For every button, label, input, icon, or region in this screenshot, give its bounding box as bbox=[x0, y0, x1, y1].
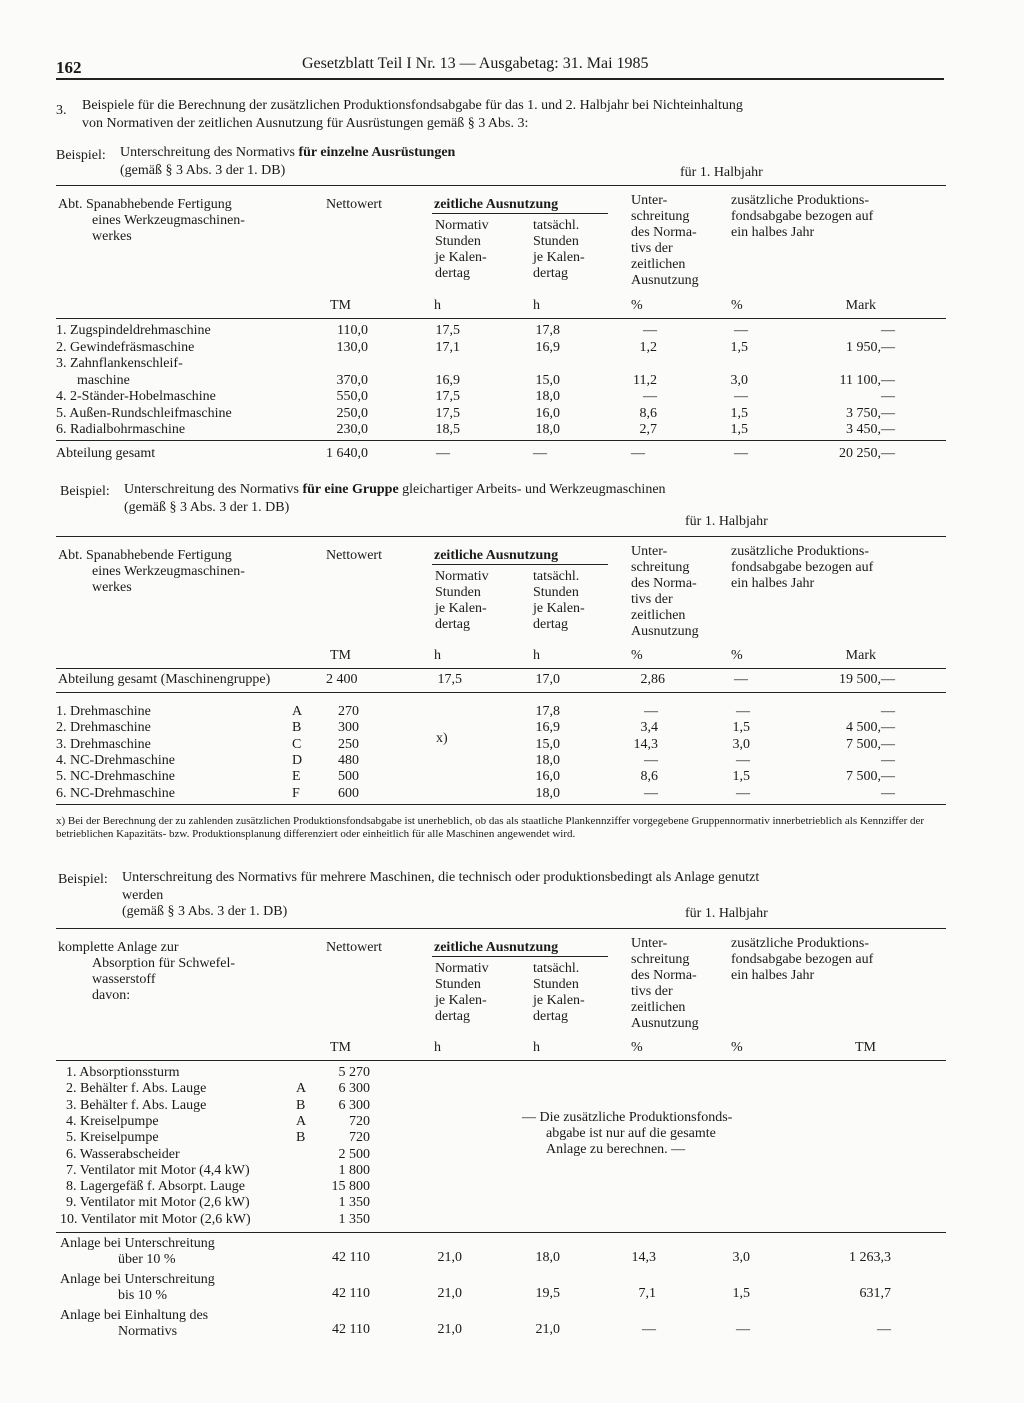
example2-zeitliche-header: zeitliche Ausnutzung bbox=[434, 548, 559, 563]
example2-row-pct: — bbox=[736, 785, 750, 801]
example3-unter-header: zeitlichen bbox=[631, 1000, 686, 1015]
example1-row-tm: 370,0 bbox=[336, 372, 368, 388]
example2-first-col-line: werkes bbox=[92, 580, 132, 595]
example3-row-name: 9. Ventilator mit Motor (2,6 kW) bbox=[66, 1195, 250, 1211]
example3-summary-label: Anlage bei Unterschreitung bbox=[60, 1236, 215, 1251]
example2-unit: % bbox=[731, 648, 743, 663]
example2-row-name: 2. Drehmaschine bbox=[56, 720, 151, 736]
example3-unit: h bbox=[434, 1040, 441, 1055]
example1-row-tm: 110,0 bbox=[337, 323, 368, 338]
example2-group-mark: 19 500,— bbox=[839, 672, 895, 687]
example2-row-letter: B bbox=[292, 720, 302, 736]
example1-row-name: 6. Radialbohrmaschine bbox=[56, 422, 186, 437]
example1-row-tm: 230,0 bbox=[336, 422, 368, 437]
intro-line-1: Beispiele für die Berechnung der zusätzlichen Produktionsfondsabgabe für das 1. und 2. Halbjahr bei Nichteinhaltung bbox=[82, 98, 743, 113]
example2-group-name: Abteilung gesamt (Maschinengruppe) bbox=[58, 672, 271, 687]
example2-row-tats: 16,0 bbox=[535, 769, 560, 785]
example1-normativ-header: je Kalen- bbox=[435, 250, 487, 265]
example1-zusatz-header: fondsabgabe bezogen auf bbox=[731, 209, 874, 224]
example3-row-letter: B bbox=[296, 1130, 306, 1146]
example1-unter-header: schreitung bbox=[631, 209, 690, 224]
example1-tatsaechl-header: dertag bbox=[533, 266, 568, 281]
example1-label: Beispiel: bbox=[56, 148, 106, 163]
example2-text: Unterschreitung des Normativs bbox=[124, 482, 303, 497]
example1-row-tm: 550,0 bbox=[336, 389, 368, 404]
example2-row-tats: 15,0 bbox=[535, 736, 560, 752]
example1-row-tats: 18,0 bbox=[535, 422, 560, 437]
example3-row-tm: 1 800 bbox=[338, 1162, 370, 1178]
example2-bottom-rule bbox=[56, 804, 946, 805]
example3-halbjahr: für 1. Halbjahr bbox=[685, 906, 768, 921]
example3-summary-pct: 1,5 bbox=[732, 1286, 750, 1301]
example2-unit: Mark bbox=[845, 648, 876, 663]
example1-title bbox=[120, 145, 455, 161]
example1-unter-header: Unter- bbox=[631, 193, 668, 208]
example1-row-pct: 1,5 bbox=[730, 422, 748, 437]
example2-row-tm: 250 bbox=[338, 736, 359, 752]
example3-summary-norm: 21,0 bbox=[437, 1322, 462, 1337]
example3-summary-tm: 42 110 bbox=[332, 1250, 370, 1265]
example1-text: Unterschreitung des Normativs bbox=[120, 145, 299, 160]
example1-total-rule bbox=[56, 440, 946, 441]
example2-row-letter: D bbox=[292, 752, 303, 768]
example1-zeitliche-rule bbox=[432, 213, 608, 214]
example1-first-col-line: werkes bbox=[92, 229, 132, 244]
example3-summary-tm: 42 110 bbox=[332, 1286, 370, 1301]
example3-unter-header: Ausnutzung bbox=[631, 1016, 699, 1031]
example1-unit: % bbox=[731, 298, 743, 313]
example2-row-name: 4. NC-Drehmaschine bbox=[56, 752, 175, 768]
example2-row-unter: 14,3 bbox=[633, 736, 658, 752]
example3-row-tm: 1 350 bbox=[338, 1195, 370, 1211]
example3-row-tm: 720 bbox=[349, 1113, 370, 1129]
intro-line-2: von Normativen der zeitlichen Ausnutzung für Ausrüstungen gemäß § 3 Abs. 3: bbox=[82, 116, 529, 131]
example3-summary-tats: 19,5 bbox=[535, 1286, 560, 1301]
example2-row-tm: 300 bbox=[338, 720, 359, 736]
example1-row-tm: 250,0 bbox=[336, 405, 368, 421]
example3-zeitliche-rule bbox=[432, 956, 608, 957]
example2-row-tm: 500 bbox=[338, 769, 359, 785]
example3-row-tm: 720 bbox=[349, 1130, 370, 1146]
example2-normativ-header: je Kalen- bbox=[435, 601, 487, 616]
example1-row-unter: 8,6 bbox=[639, 405, 657, 421]
example3-normativ-header: Normativ bbox=[435, 961, 489, 976]
example1-total-mark: 20 250,— bbox=[839, 446, 895, 461]
example3-label: Beispiel: bbox=[58, 872, 108, 887]
example3-row-tm: 1 350 bbox=[338, 1211, 370, 1227]
example1-text-bold: für einzelne Ausrüstungen bbox=[298, 145, 456, 160]
example3-unter-header: des Norma- bbox=[631, 968, 697, 983]
example3-tatsaechl-header: je Kalen- bbox=[533, 993, 585, 1008]
example1-row-tats: 17,8 bbox=[535, 323, 560, 338]
example2-row-mark: 7 500,— bbox=[846, 736, 895, 752]
example3-unter-header: schreitung bbox=[631, 952, 690, 967]
example3-summary-label: Anlage bei Unterschreitung bbox=[60, 1272, 215, 1287]
example3-title-cont: werden bbox=[122, 888, 164, 903]
example2-unter-header: zeitlichen bbox=[631, 608, 686, 623]
example2-row-mark: 4 500,— bbox=[846, 720, 895, 736]
example3-summary-unter: 7,1 bbox=[638, 1286, 656, 1301]
example3-row-name: 4. Kreiselpumpe bbox=[66, 1113, 159, 1129]
example2-normativ-header: Normativ bbox=[435, 569, 489, 584]
example1-zusatz-header: ein halbes Jahr bbox=[731, 225, 815, 240]
example2-unter-header: schreitung bbox=[631, 560, 690, 575]
example2-row-mark: — bbox=[881, 785, 895, 801]
example2-row-tats: 17,8 bbox=[535, 704, 560, 719]
example2-group-pct: — bbox=[734, 672, 748, 687]
example1-row-unter: 1,2 bbox=[639, 339, 657, 355]
example1-row-mark: 11 100,— bbox=[839, 372, 895, 388]
example1-unit: h bbox=[533, 298, 540, 313]
example1-zeitliche-header: zeitliche Ausnutzung bbox=[434, 197, 559, 212]
example3-summary-tm: 42 110 bbox=[332, 1322, 370, 1337]
example2-row-mark: 7 500,— bbox=[846, 769, 895, 785]
example2-row-tm: 270 bbox=[338, 704, 359, 719]
example3-unit: % bbox=[731, 1040, 743, 1055]
example2-halbjahr: für 1. Halbjahr bbox=[685, 514, 768, 529]
example2-x-marker: x) bbox=[436, 731, 448, 746]
example3-summary-rule bbox=[56, 1232, 946, 1233]
example3-summary-label-2: Normativs bbox=[118, 1324, 178, 1339]
example1-first-col-line: eines Werkzeugmaschinen- bbox=[92, 213, 245, 228]
example2-zeitliche-rule bbox=[432, 564, 608, 565]
example1-total-tm: 1 640,0 bbox=[326, 446, 368, 461]
example1-unter-header: Ausnutzung bbox=[631, 273, 699, 288]
example2-row-tats: 18,0 bbox=[535, 785, 560, 801]
example3-tatsaechl-header: dertag bbox=[533, 1009, 568, 1024]
example1-row-mark: 3 750,— bbox=[846, 405, 895, 421]
example1-row-mark: — bbox=[881, 389, 895, 404]
example1-row-name: 3. Zahnflankenschleif- bbox=[56, 356, 183, 371]
example3-row-letter: A bbox=[296, 1113, 307, 1129]
example3-summary-label-2: über 10 % bbox=[118, 1252, 176, 1267]
example2-group-norm: 17,5 bbox=[437, 672, 462, 687]
example3-note-line: — Die zusätzliche Produktionsfonds- bbox=[522, 1110, 733, 1125]
example1-row-unter: — bbox=[643, 389, 657, 404]
example3-summary-tats: 18,0 bbox=[535, 1250, 560, 1265]
example3-zusatz-header: ein halbes Jahr bbox=[731, 968, 815, 983]
example2-units-rule bbox=[56, 668, 946, 669]
example2-unter-header: tivs der bbox=[631, 592, 673, 607]
example1-row-mark: 3 450,— bbox=[846, 422, 895, 437]
example3-tatsaechl-header: Stunden bbox=[533, 977, 579, 992]
example1-row-tats: 15,0 bbox=[535, 372, 560, 388]
example2-row-unter: 8,6 bbox=[640, 769, 658, 785]
example2-row-letter: A bbox=[292, 704, 303, 719]
example1-row-pct: — bbox=[734, 389, 748, 404]
example2-row-tats: 18,0 bbox=[535, 752, 560, 768]
example2-row-unter: — bbox=[644, 704, 658, 719]
example2-footnote: x) Bei der Berechnung der zu zahlenden zusätzlichen Produktionsfondsabgabe ist unerheblich, ob das als staatliche Plankennziffer vorgegebene Gruppennormativ innerbetrieblich als Kennziffer der betrieblichen Kapazitäts- bzw. Produktionsplanung differenziert oder einheitlich für alle Maschinen angewendet wird. bbox=[56, 815, 925, 840]
example2-row-tm: 480 bbox=[338, 752, 359, 768]
example3-summary-pct: — bbox=[736, 1322, 750, 1337]
example2-row-pct: 1,5 bbox=[732, 720, 750, 736]
example1-row-name: maschine bbox=[77, 372, 130, 388]
example2-zusatz-header: fondsabgabe bezogen auf bbox=[731, 560, 874, 575]
example3-nettowert-header: Nettowert bbox=[326, 940, 382, 955]
example3-summary-value: 631,7 bbox=[859, 1286, 891, 1301]
example1-row-name: 2. Gewindefräsmaschine bbox=[56, 339, 195, 355]
example1-row-pct: 1,5 bbox=[730, 339, 748, 355]
example1-row-mark: 1 950,— bbox=[846, 339, 895, 355]
example1-row-norm: 17,5 bbox=[435, 389, 460, 404]
example1-total-unter: — bbox=[631, 446, 645, 461]
intro-number: 3. bbox=[56, 103, 67, 118]
example3-summary-label-2: bis 10 % bbox=[118, 1288, 167, 1303]
example2-unter-header: des Norma- bbox=[631, 576, 697, 591]
example3-title: Unterschreitung des Normativs für mehrere Maschinen, die technisch oder produktionsbedingt als Anlage genutzt bbox=[122, 870, 760, 885]
example3-first-col-line: komplette Anlage zur bbox=[58, 940, 179, 955]
example2-top-rule bbox=[56, 536, 946, 537]
example2-group-tm: 2 400 bbox=[326, 672, 358, 687]
example2-unit: TM bbox=[330, 648, 351, 663]
example3-summary-unter: 14,3 bbox=[631, 1250, 656, 1265]
example3-row-name: 3. Behälter f. Abs. Lauge bbox=[66, 1097, 207, 1113]
example2-nettowert-header: Nettowert bbox=[326, 548, 382, 563]
example2-normativ-header: dertag bbox=[435, 617, 470, 632]
example3-first-col-line: davon: bbox=[92, 988, 131, 1003]
example1-row-mark: — bbox=[881, 323, 895, 338]
example2-row-letter: C bbox=[292, 736, 302, 752]
example3-top-rule bbox=[56, 928, 946, 929]
example3-zusatz-header: fondsabgabe bezogen auf bbox=[731, 952, 874, 967]
example3-row-tm: 6 300 bbox=[338, 1097, 370, 1113]
example2-unter-header: Ausnutzung bbox=[631, 624, 699, 639]
example3-summary-unter: — bbox=[642, 1322, 656, 1337]
example2-unit: % bbox=[631, 648, 643, 663]
example2-text-bold: für eine Gruppe bbox=[302, 482, 399, 497]
example1-units-rule bbox=[56, 318, 946, 319]
example3-normativ-header: dertag bbox=[435, 1009, 470, 1024]
example2-title bbox=[124, 482, 666, 498]
example2-text-rest: gleichartiger Arbeits- und Werkzeugmaschinen bbox=[398, 482, 666, 497]
example1-row-pct: — bbox=[734, 323, 748, 338]
example3-row-tm: 15 800 bbox=[331, 1179, 370, 1195]
example3-first-col-line: wasserstoff bbox=[92, 972, 156, 987]
example1-row-norm: 17,5 bbox=[435, 323, 460, 338]
example2-row-unter: — bbox=[644, 785, 658, 801]
example2-row-letter: E bbox=[292, 769, 301, 785]
example1-tatsaechl-header: je Kalen- bbox=[533, 250, 585, 265]
example2-label: Beispiel: bbox=[60, 484, 110, 499]
example1-row-norm: 17,1 bbox=[435, 339, 460, 355]
example3-row-letter: B bbox=[296, 1097, 306, 1113]
example1-total-norm: — bbox=[436, 446, 450, 461]
example1-unit: % bbox=[631, 298, 643, 313]
example3-summary-label: Anlage bei Einhaltung des bbox=[60, 1308, 209, 1323]
example3-row-name: 8. Lagergefäß f. Absorpt. Lauge bbox=[66, 1179, 245, 1195]
example3-summary-norm: 21,0 bbox=[437, 1250, 462, 1265]
example2-row-unter: — bbox=[644, 752, 658, 768]
example1-row-norm: 16,9 bbox=[435, 372, 460, 388]
example1-total-name: Abteilung gesamt bbox=[56, 446, 156, 461]
example3-unit: h bbox=[533, 1040, 540, 1055]
example3-unit: TM bbox=[330, 1040, 351, 1055]
example2-row-name: 5. NC-Drehmaschine bbox=[56, 769, 175, 785]
example3-summary-value: 1 263,3 bbox=[849, 1250, 891, 1265]
example3-unit: TM bbox=[855, 1040, 876, 1055]
page-number: 162 bbox=[56, 58, 82, 77]
example3-unit: % bbox=[631, 1040, 643, 1055]
example2-group-unter: 2,86 bbox=[640, 672, 665, 687]
example3-row-name: 5. Kreiselpumpe bbox=[66, 1130, 159, 1146]
example3-row-name: 10. Ventilator mit Motor (2,6 kW) bbox=[60, 1211, 251, 1227]
page-title: Gesetzblatt Teil I Nr. 13 — Ausgabetag: 31. Mai 1985 bbox=[302, 55, 649, 72]
example2-zusatz-header: zusätzliche Produktions- bbox=[731, 544, 870, 559]
example1-row-tm: 130,0 bbox=[336, 339, 368, 355]
example3-note-line: Anlage zu berechnen. — bbox=[546, 1142, 686, 1157]
example2-zusatz-header: ein halbes Jahr bbox=[731, 576, 815, 591]
example3-zeitliche-header: zeitliche Ausnutzung bbox=[434, 940, 559, 955]
example1-row-norm: 18,5 bbox=[435, 422, 460, 437]
header-rule bbox=[56, 78, 944, 80]
example2-row-pct: — bbox=[736, 704, 750, 719]
example1-row-unter: 2,7 bbox=[639, 422, 657, 437]
example3-summary-pct: 3,0 bbox=[732, 1250, 750, 1265]
example1-row-name: 1. Zugspindeldrehmaschine bbox=[56, 323, 211, 338]
example1-normativ-header: Stunden bbox=[435, 234, 481, 249]
example3-row-tm: 2 500 bbox=[338, 1146, 370, 1162]
example3-row-name: 1. Absorptionssturm bbox=[66, 1065, 180, 1080]
example3-units-rule bbox=[56, 1060, 946, 1061]
example2-row-tats: 16,9 bbox=[535, 720, 560, 736]
example2-row-name: 6. NC-Drehmaschine bbox=[56, 785, 175, 801]
example1-total-pct: — bbox=[734, 446, 748, 461]
example3-summary-value: — bbox=[877, 1322, 891, 1337]
example1-row-unter: 11,2 bbox=[633, 372, 657, 388]
example1-halbjahr: für 1. Halbjahr bbox=[680, 165, 763, 180]
example2-row-pct: — bbox=[736, 752, 750, 768]
example2-tatsaechl-header: Stunden bbox=[533, 585, 579, 600]
example2-row-letter: F bbox=[292, 785, 300, 801]
example2-row-mark: — bbox=[881, 752, 895, 768]
example1-first-col-line: Abt. Spanabhebende Fertigung bbox=[58, 197, 232, 212]
example1-zusatz-header: zusätzliche Produktions- bbox=[731, 193, 870, 208]
example3-first-col-line: Absorption für Schwefel- bbox=[92, 956, 236, 971]
example1-tatsaechl-header: Stunden bbox=[533, 234, 579, 249]
example2-tatsaechl-header: je Kalen- bbox=[533, 601, 585, 616]
example2-first-col-line: eines Werkzeugmaschinen- bbox=[92, 564, 245, 579]
example1-unit: Mark bbox=[845, 298, 876, 313]
example3-note-line: abgabe ist nur auf die gesamte bbox=[546, 1126, 716, 1141]
example1-row-tats: 16,9 bbox=[535, 339, 560, 355]
example2-unter-header: Unter- bbox=[631, 544, 668, 559]
example3-row-letter: A bbox=[296, 1081, 307, 1097]
example1-normativ-header: Normativ bbox=[435, 218, 489, 233]
example2-row-name: 1. Drehmaschine bbox=[56, 704, 151, 719]
example3-tatsaechl-header: tatsächl. bbox=[533, 961, 580, 976]
example1-row-name: 5. Außen-Rundschleifmaschine bbox=[56, 405, 232, 421]
example3-unter-header: tivs der bbox=[631, 984, 673, 999]
example1-unter-header: des Norma- bbox=[631, 225, 697, 240]
example1-unit: TM bbox=[330, 298, 351, 313]
example2-tatsaechl-header: dertag bbox=[533, 617, 568, 632]
example1-row-tats: 16,0 bbox=[535, 405, 560, 421]
example2-row-pct: 1,5 bbox=[732, 769, 750, 785]
example2-reference: (gemäß § 3 Abs. 3 der 1. DB) bbox=[124, 500, 290, 515]
example1-top-rule bbox=[56, 185, 946, 186]
example2-first-col-line: Abt. Spanabhebende Fertigung bbox=[58, 548, 232, 563]
example1-normativ-header: dertag bbox=[435, 266, 470, 281]
example3-row-tm: 6 300 bbox=[338, 1081, 370, 1097]
example2-group-rule bbox=[56, 692, 946, 693]
example1-unter-header: tivs der bbox=[631, 241, 673, 256]
example2-row-name: 3. Drehmaschine bbox=[56, 736, 151, 752]
example1-row-unter: — bbox=[643, 323, 657, 338]
example3-row-name: 7. Ventilator mit Motor (4,4 kW) bbox=[66, 1162, 250, 1178]
example2-row-pct: 3,0 bbox=[732, 736, 750, 752]
example1-row-name: 4. 2-Ständer-Hobelmaschine bbox=[56, 389, 216, 404]
example1-row-pct: 1,5 bbox=[730, 405, 748, 421]
example1-row-norm: 17,5 bbox=[435, 405, 460, 421]
example1-unter-header: zeitlichen bbox=[631, 257, 686, 272]
example3-zusatz-header: zusätzliche Produktions- bbox=[731, 936, 870, 951]
example3-summary-tats: 21,0 bbox=[535, 1322, 560, 1337]
example3-reference: (gemäß § 3 Abs. 3 der 1. DB) bbox=[122, 904, 288, 919]
example2-normativ-header: Stunden bbox=[435, 585, 481, 600]
example1-total-tats: — bbox=[533, 446, 547, 461]
example2-row-unter: 3,4 bbox=[640, 720, 658, 736]
example1-tatsaechl-header: tatsächl. bbox=[533, 218, 580, 233]
example2-tatsaechl-header: tatsächl. bbox=[533, 569, 580, 584]
example3-unter-header: Unter- bbox=[631, 936, 668, 951]
example3-summary-norm: 21,0 bbox=[437, 1286, 462, 1301]
example3-normativ-header: je Kalen- bbox=[435, 993, 487, 1008]
example2-unit: h bbox=[434, 648, 441, 663]
example2-row-tm: 600 bbox=[338, 785, 359, 801]
example1-reference: (gemäß § 3 Abs. 3 der 1. DB) bbox=[120, 163, 286, 178]
example1-unit: h bbox=[434, 298, 441, 313]
example1-row-pct: 3,0 bbox=[730, 372, 748, 388]
example3-row-name: 2. Behälter f. Abs. Lauge bbox=[66, 1081, 207, 1097]
example3-row-name: 6. Wasserabscheider bbox=[66, 1146, 180, 1162]
example1-nettowert-header: Nettowert bbox=[326, 197, 382, 212]
example2-unit: h bbox=[533, 648, 540, 663]
example3-row-tm: 5 270 bbox=[338, 1065, 370, 1080]
example3-normativ-header: Stunden bbox=[435, 977, 481, 992]
example2-group-tats: 17,0 bbox=[535, 672, 560, 687]
example1-row-tats: 18,0 bbox=[535, 389, 560, 404]
example2-row-mark: — bbox=[881, 704, 895, 719]
